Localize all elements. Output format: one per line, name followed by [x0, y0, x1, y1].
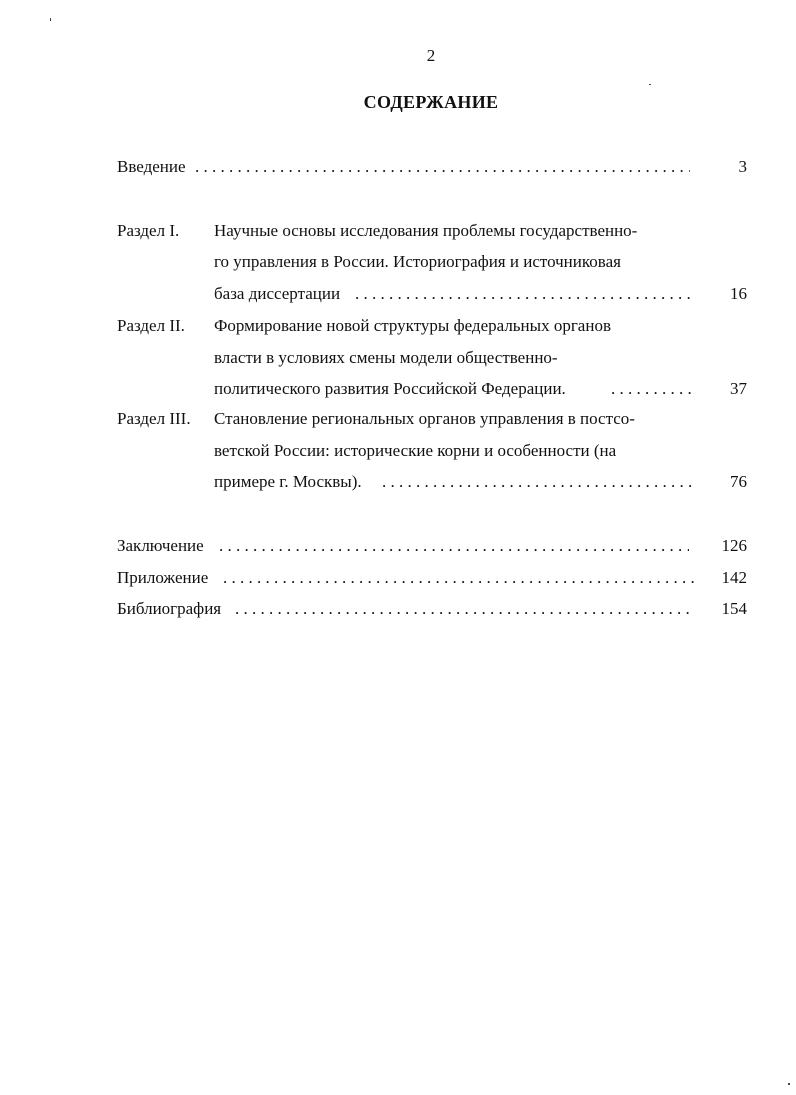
- toc-section-title-line: власти в условиях смены модели общественно-: [214, 348, 558, 367]
- toc-entry-section-2-end: [117, 377, 747, 401]
- toc-entry-section-1: [117, 219, 747, 243]
- scan-speck: [788, 1083, 790, 1085]
- scan-speck: [649, 84, 651, 85]
- toc-entry-text: Введение: [117, 157, 186, 176]
- toc-entry-bibliography: [117, 597, 747, 621]
- dot-leader: [223, 566, 695, 590]
- toc-entry-text: Библиография: [117, 599, 222, 618]
- toc-section-title-line: го управления в России. Историография и источниковая: [214, 252, 621, 271]
- toc-page-number: 126: [721, 536, 747, 555]
- toc-section-title-line: база диссертации: [214, 284, 341, 303]
- toc-section-title-line: Формирование новой структуры федеральных органов: [214, 316, 611, 335]
- toc-entry-section-2-cont: [117, 346, 747, 370]
- toc-entry-appendix: [117, 566, 747, 590]
- toc-page-number: 3: [738, 157, 747, 176]
- toc-page-number: 76: [730, 472, 747, 491]
- toc-section-title-line: политического развития Российской Федерации.: [214, 379, 566, 398]
- toc-entry-text: Заключение: [117, 536, 204, 555]
- page-number: 2: [426, 46, 436, 65]
- dot-leader: [611, 377, 697, 401]
- toc-section-label: Раздел II.: [117, 316, 185, 335]
- toc-entry-section-3-end: [117, 470, 747, 494]
- toc-section-title-line: Становление региональных органов управления в постсо-: [214, 409, 635, 428]
- toc-page-number: 37: [730, 379, 747, 398]
- toc-section-title-line: ветской России: исторические корни и особенности (на: [214, 441, 617, 460]
- toc-entry-section-3-cont: [117, 439, 747, 463]
- toc-section-title-line: Научные основы исследования проблемы государственно-: [214, 221, 638, 240]
- toc-page-number: 142: [721, 568, 747, 587]
- toc-section-label: Раздел I.: [117, 221, 180, 240]
- toc-page-number: 16: [730, 284, 747, 303]
- toc-entry-section-3: [117, 407, 747, 431]
- toc-section-label: Раздел III.: [117, 409, 191, 428]
- dot-leader: [382, 470, 697, 494]
- toc-entry-section-2: [117, 314, 747, 338]
- toc-entry-section-1-cont: [117, 250, 747, 274]
- toc-page-number: 154: [721, 599, 747, 618]
- dot-leader: [235, 597, 689, 621]
- toc-entry-intro: [117, 155, 747, 179]
- dot-leader: [355, 282, 690, 306]
- toc-entry-conclusion: [117, 534, 747, 558]
- scan-speck: [50, 18, 51, 21]
- dot-leader: [195, 155, 690, 179]
- toc-entry-section-1-end: [117, 282, 747, 306]
- toc-entry-text: Приложение: [117, 568, 209, 587]
- page-title: СОДЕРЖАНИЕ: [363, 92, 499, 112]
- toc-section-title-line: примере г. Москвы).: [214, 472, 362, 491]
- dot-leader: [219, 534, 689, 558]
